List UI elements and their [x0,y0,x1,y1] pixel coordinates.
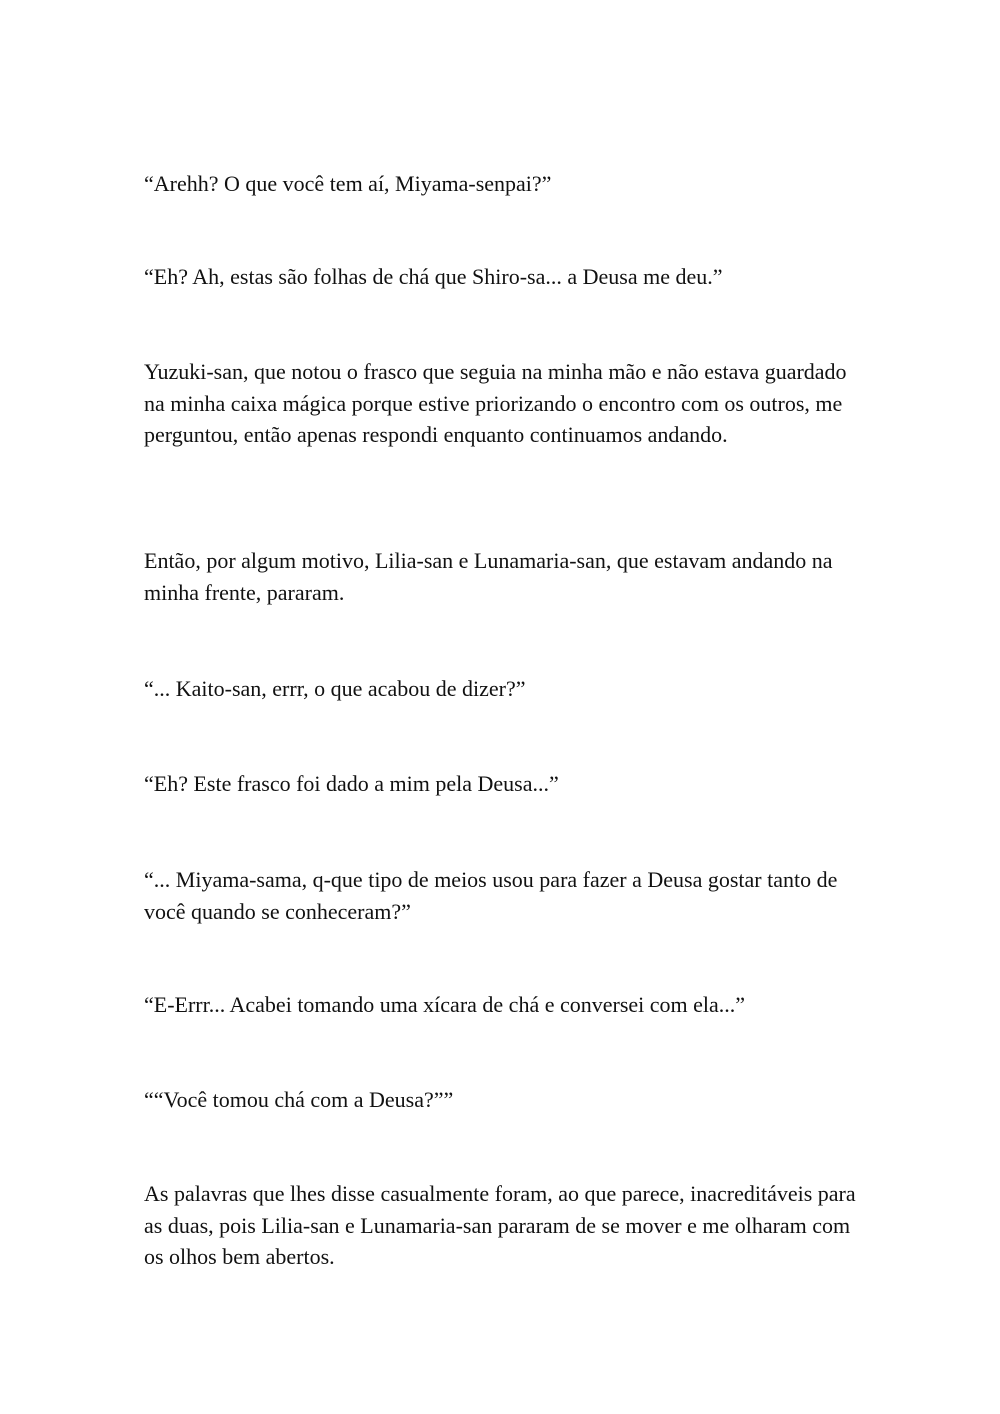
dialogue-paragraph: “... Miyama-sama, q-que tipo de meios usou para fazer a Deusa gostar tanto de você quando se conheceram?” [144,867,838,924]
narration-paragraph: Yuzuki-san, que notou o frasco que seguia na minha mão e não estava guardado na minha caixa mágica porque estive priorizando o encontro com os outros, me perguntou, então apenas respondi enquanto continuamos andando. [144,359,847,447]
dialogue-paragraph: “Arehh? O que você tem aí, Miyama-senpai?” [144,171,552,196]
dialogue-paragraph: “... Kaito-san, errr, o que acabou de dizer?” [144,676,526,701]
dialogue-paragraph: “Eh? Ah, estas são folhas de chá que Shiro-sa... a Deusa me deu.” [144,264,723,289]
dialogue-paragraph: “Eh? Este frasco foi dado a mim pela Deusa...” [144,771,559,796]
narration-paragraph: As palavras que lhes disse casualmente foram, ao que parece, inacreditáveis para as duas, pois Lilia-san e Lunamaria-san pararam de se mover e me olharam com os olhos bem abertos. [144,1181,856,1269]
dialogue-paragraph: “E-Errr... Acabei tomando uma xícara de chá e conversei com ela...” [144,992,746,1017]
narration-paragraph: Então, por algum motivo, Lilia-san e Lunamaria-san, que estavam andando na minha frente, pararam. [144,548,833,605]
dialogue-paragraph: ““Você tomou chá com a Deusa?”” [144,1087,454,1112]
